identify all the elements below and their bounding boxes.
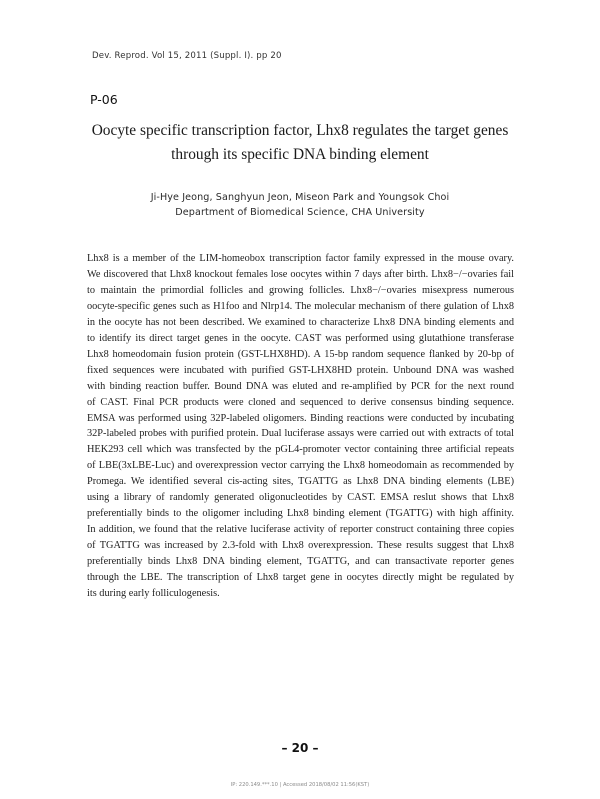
article-title-line-2: through its specific DNA binding element [171, 146, 429, 163]
abstract-line: its during early folliculogenesis. [87, 588, 220, 600]
abstract-line: HEK293 cell which was transfected by the pGL4-promoter vector containing three artificial repeats [87, 444, 514, 456]
abstract-line: In addition, we found that the relative luciferase activity of reporter construct containing three copies [87, 524, 514, 536]
poster-id: P-06 [90, 92, 118, 107]
abstract-line: 32P-labeled probes with purified protein. Dual luciferase assays were carried out with extracts of total [87, 428, 514, 440]
abstract-line: oocyte-specific genes such as H1foo and Nlrp14. The molecular mechanism of there gulation of Lhx8 [87, 300, 514, 312]
abstract-line: preferentially binds to the oligomer including Lhx8 binding element (TGATTG) with high affinity. [87, 508, 514, 520]
abstract-line: preferentially binds Lhx8 DNA binding element, TGATTG, and can transactivate reporter genes [87, 556, 514, 568]
author-affiliation: Department of Biomedical Science, CHA University [175, 207, 425, 218]
abstract-line: Promega. We identified several cis-acting sites, TGATTG as Lhx8 DNA binding elements (LBE) [87, 476, 514, 488]
abstract-body [87, 251, 514, 602]
journal-citation: Dev. Reprod. Vol 15, 2011 (Suppl. I). pp 20 [92, 51, 282, 61]
article-title-line-1: Oocyte specific transcription factor, Lhx8 regulates the target genes [91, 122, 509, 139]
abstract-line: with binding reaction buffer. Bound DNA was eluted and re-amplified by PCR for the next round [87, 380, 514, 392]
abstract-line: fixed sequences were incubated with purified GST-LHX8HD protein. Unbound DNA was washed [87, 364, 514, 376]
author-list: Ji-Hye Jeong, Sanghyun Jeon, Miseon Park and Youngsok Choi [150, 192, 450, 203]
abstract-line: to maintain the primordial follicles and growing follicles. Lhx8−/−ovaries misexpress numerous [87, 284, 514, 296]
abstract-line: to identify its direct target genes in the oocyte. CAST was performed using glutathione transferase [87, 332, 514, 344]
abstract-line: of CAST. Final PCR products were cloned and sequenced to derive consensus binding sequence. [87, 396, 514, 408]
access-info: IP: 220.149.***.10 | Accessed 2018/08/02 11:56(KST) [230, 782, 370, 788]
abstract-line: of TGATTG was increased by 2.3-fold with Lhx8 overexpression. These results suggest that Lhx8 [87, 540, 514, 552]
abstract-line: We discovered that Lhx8 knockout females lose oocytes within 7 days after birth. Lhx8−/−ovaries fail [87, 268, 514, 280]
abstract-line: Lhx8 is a member of the LIM-homeobox transcription factor family expressed in the mouse ovary. [87, 253, 514, 264]
abstract-line: in the oocyte has not been described. We examined to characterize Lhx8 DNA binding elements and [87, 316, 514, 328]
abstract-line: Lhx8 homeodomain fusion protein (GST-LHX8HD). A 15-bp random sequence flanked by 20-bp of [87, 348, 514, 360]
abstract-line: EMSA was performed using 32P-labeled oligomers. Binding reactions were conducted by incubating [87, 412, 514, 424]
abstract-line: of LBE(3xLBE-Luc) and overexpression vector carrying the Lhx8 homeodomain as recommended by [87, 460, 514, 472]
abstract-line: using a library of randomly generated oligonucleotides by CAST. EMSA reslut shows that Lhx8 [87, 492, 514, 504]
abstract-line: through the LBE. The transcription of Lhx8 target gene in oocytes directly might be regulated by [87, 572, 514, 584]
page-number: – 20 – [281, 741, 319, 755]
